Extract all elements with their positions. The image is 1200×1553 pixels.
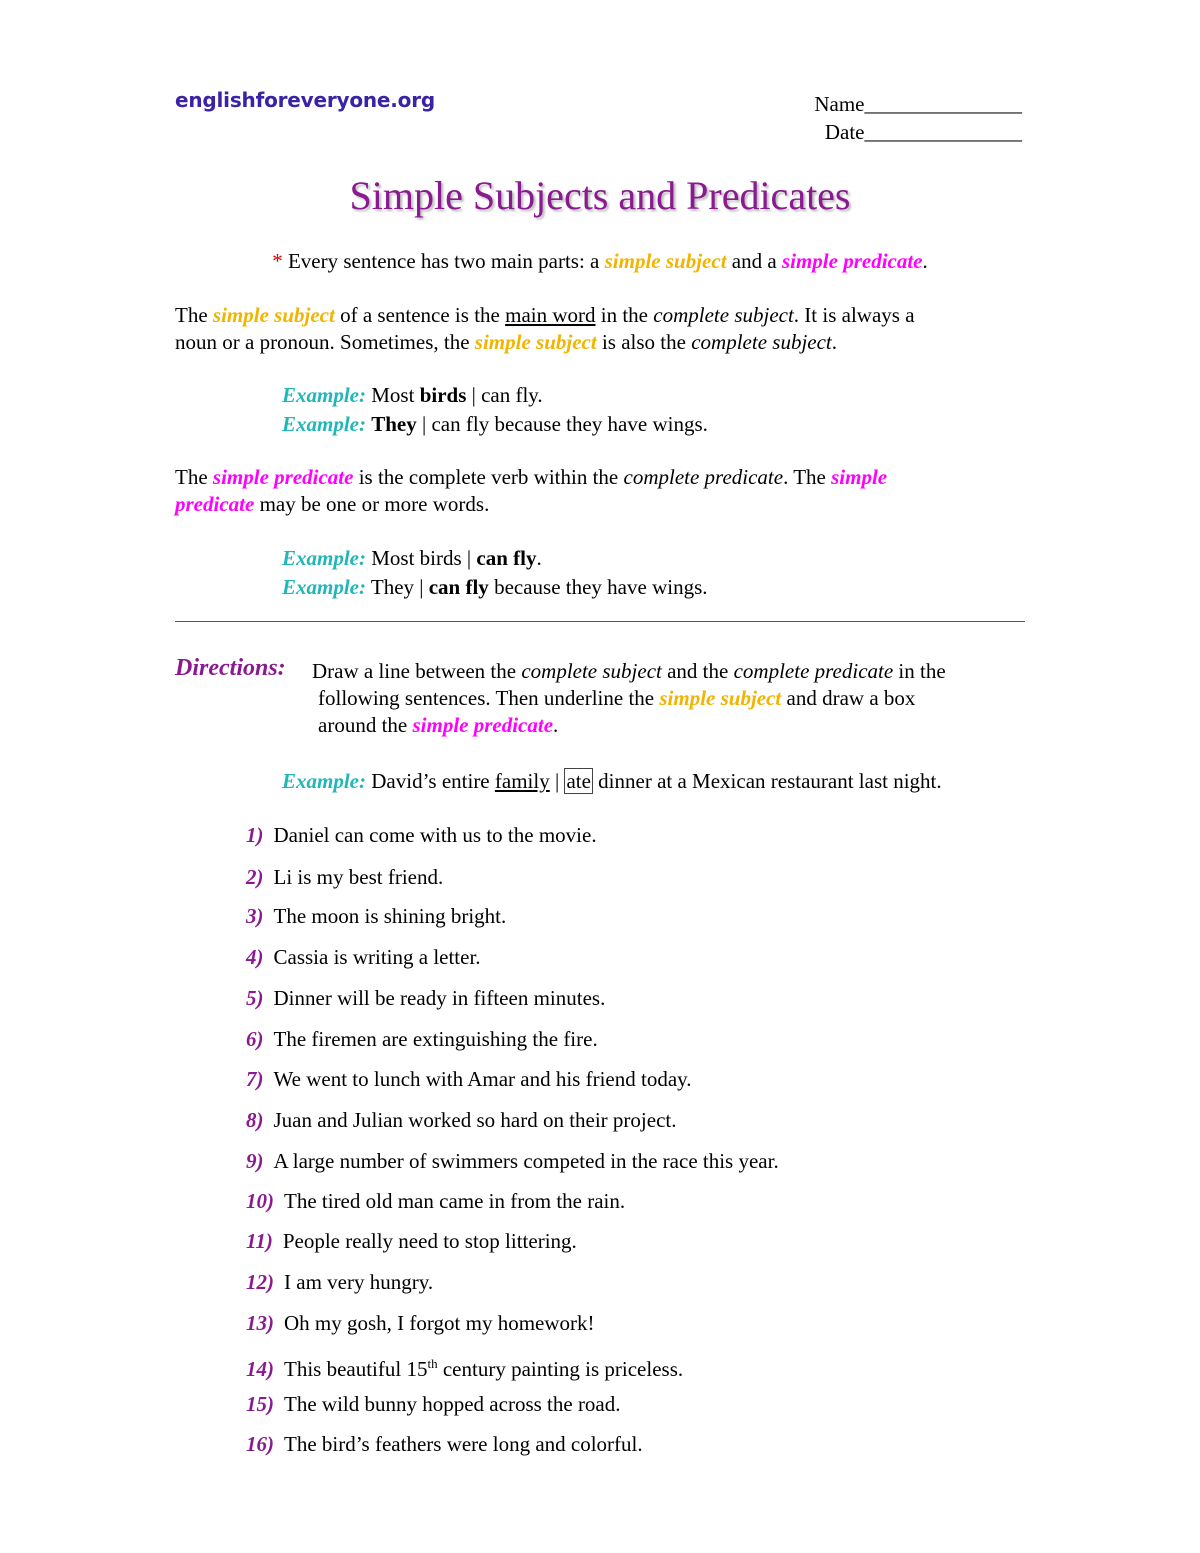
dir-text: .	[553, 713, 559, 737]
def-text: .	[831, 330, 837, 354]
term-complete-subject: complete subject	[653, 303, 794, 327]
item-text: The tired old man came in from the rain.	[284, 1189, 626, 1213]
example-line	[282, 382, 708, 409]
term-complete-predicate: complete predicate	[733, 659, 894, 683]
exercise-item	[246, 822, 597, 849]
item-number: 11)	[246, 1229, 273, 1253]
item-text: People really need to stop littering.	[282, 1229, 577, 1253]
site-url: englishforeveryone.org	[175, 88, 436, 112]
item-text: This beautiful 15	[284, 1357, 428, 1381]
exercise-item	[246, 944, 481, 971]
dir-text: Draw a line between the	[312, 659, 522, 683]
item-number: 16)	[246, 1432, 274, 1456]
predicate-examples	[282, 545, 708, 601]
term-simple-predicate: simple	[831, 465, 888, 489]
example-line	[282, 545, 708, 572]
item-text: Juan and Julian worked so hard on their project.	[273, 1108, 677, 1132]
intro-text: Every sentence has two main parts: a	[282, 249, 605, 273]
item-number: 4)	[246, 945, 264, 969]
name-date-fields	[814, 90, 1022, 146]
item-text: A large number of swimmers competed in the race this year.	[273, 1149, 779, 1173]
dir-text: following sentences. Then underline the	[318, 686, 660, 710]
example-line	[282, 411, 708, 438]
example-text: Most birds |	[366, 546, 477, 570]
dir-text: and draw a box	[781, 686, 916, 710]
def-text: of a sentence is the	[334, 303, 506, 327]
def-text: may be one or more words.	[254, 492, 490, 516]
item-number: 12)	[246, 1270, 274, 1294]
exercise-item	[246, 1066, 692, 1093]
term-complete-predicate: complete predicate	[623, 465, 784, 489]
exercise-item	[246, 1188, 625, 1215]
directions-example	[282, 768, 942, 795]
item-text: Cassia is writing a letter.	[273, 945, 481, 969]
example-label: Example:	[282, 412, 366, 436]
example-text: Most	[366, 383, 420, 407]
date-field: Date_______________	[824, 120, 1022, 144]
example-text: | can fly because they have wings.	[416, 412, 708, 436]
item-number: 10)	[246, 1189, 274, 1213]
def-text: The	[175, 465, 213, 489]
example-line	[282, 574, 708, 601]
item-text: Li is my best friend.	[273, 865, 444, 889]
predicate-definition	[175, 464, 1035, 518]
example-text: |	[549, 769, 565, 793]
section-divider	[175, 621, 1025, 622]
term-simple-subject: simple subject	[212, 303, 335, 327]
example-predicate: can fly	[476, 546, 537, 570]
example-label: Example:	[282, 575, 366, 599]
item-number: 2)	[246, 865, 264, 889]
def-text: is also the	[596, 330, 692, 354]
exercise-item	[246, 1350, 683, 1383]
example-text: | can fly.	[466, 383, 543, 407]
def-text: The	[175, 303, 213, 327]
item-number: 3)	[246, 904, 264, 928]
term-simple-predicate: predicate	[175, 492, 255, 516]
intro-text: and a	[726, 249, 782, 273]
directions-label: Directions:	[175, 655, 286, 681]
item-text: Dinner will be ready in fifteen minutes.	[273, 986, 606, 1010]
intro-star: *	[272, 249, 283, 273]
item-number: 6)	[246, 1027, 264, 1051]
example-text: .	[536, 546, 542, 570]
item-number: 13)	[246, 1311, 274, 1335]
example-label: Example:	[282, 383, 366, 407]
page-title: Simple Subjects and Predicates	[349, 173, 851, 218]
exercise-item	[246, 985, 605, 1012]
exercise-item	[246, 1269, 433, 1296]
def-text: in the	[595, 303, 654, 327]
term-simple-subject: simple subject	[474, 330, 597, 354]
exercise-item	[246, 1431, 643, 1458]
dir-text: in the	[893, 659, 946, 683]
term-simple-predicate: simple predicate	[212, 465, 354, 489]
exercise-item	[246, 1026, 598, 1053]
item-text: Oh my gosh, I forgot my homework!	[284, 1311, 595, 1335]
item-text: The firemen are extinguishing the fire.	[273, 1027, 598, 1051]
example-subject: birds	[419, 383, 467, 407]
item-text: We went to lunch with Amar and his friend today.	[273, 1067, 692, 1091]
exercise-item	[246, 1107, 676, 1134]
example-text: dinner at a Mexican restaurant last night.	[592, 769, 942, 793]
example-label: Example:	[282, 546, 366, 570]
def-text: . It is always a	[793, 303, 915, 327]
item-text: The wild bunny hopped across the road.	[284, 1392, 621, 1416]
dir-text: and the	[661, 659, 734, 683]
item-number: 5)	[246, 986, 264, 1010]
example-text: David’s entire	[366, 769, 495, 793]
term-simple-subject: simple subject	[659, 686, 782, 710]
item-number: 9)	[246, 1149, 264, 1173]
item-text: The bird’s feathers were long and colorful.	[284, 1432, 643, 1456]
name-field: Name_______________	[814, 92, 1022, 116]
exercise-item	[246, 1148, 779, 1175]
exercise-item	[246, 1391, 621, 1418]
item-number: 1)	[246, 823, 264, 847]
term-simple-predicate: simple predicate	[412, 713, 554, 737]
item-text: The moon is shining bright.	[273, 904, 507, 928]
def-text: is the complete verb within the	[353, 465, 624, 489]
superscript: th	[427, 1356, 438, 1371]
term-complete-subject: complete subject	[691, 330, 832, 354]
term-complete-subject: complete subject	[521, 659, 662, 683]
example-label: Example:	[282, 769, 366, 793]
term-simple-predicate: simple predicate	[781, 249, 923, 273]
exercise-item	[246, 864, 443, 891]
dir-text: around the	[318, 713, 413, 737]
term-simple-subject: simple subject	[604, 249, 727, 273]
boxed-predicate: ate	[566, 769, 591, 793]
item-text: I am very hungry.	[284, 1270, 434, 1294]
item-number: 7)	[246, 1067, 264, 1091]
example-predicate: can fly	[428, 575, 489, 599]
intro-text: .	[922, 249, 928, 273]
intro-line	[0, 248, 1200, 275]
item-number: 8)	[246, 1108, 264, 1132]
item-number: 15)	[246, 1392, 274, 1416]
item-number: 14)	[246, 1357, 274, 1381]
example-text: They |	[366, 575, 429, 599]
underlined-subject: family	[494, 769, 550, 793]
subject-definition	[175, 302, 1035, 356]
def-text: noun or a pronoun. Sometimes, the	[175, 330, 475, 354]
item-text: century painting is priceless.	[437, 1357, 684, 1381]
exercise-item	[246, 1310, 595, 1337]
exercise-item	[246, 903, 506, 930]
exercise-item	[246, 1228, 577, 1255]
directions-text	[312, 658, 1032, 739]
def-text: . The	[783, 465, 832, 489]
example-subject: They	[371, 412, 417, 436]
item-text: Daniel can come with us to the movie.	[273, 823, 597, 847]
subject-examples	[282, 382, 708, 438]
example-text: because they have wings.	[488, 575, 708, 599]
main-word: main word	[505, 303, 596, 327]
